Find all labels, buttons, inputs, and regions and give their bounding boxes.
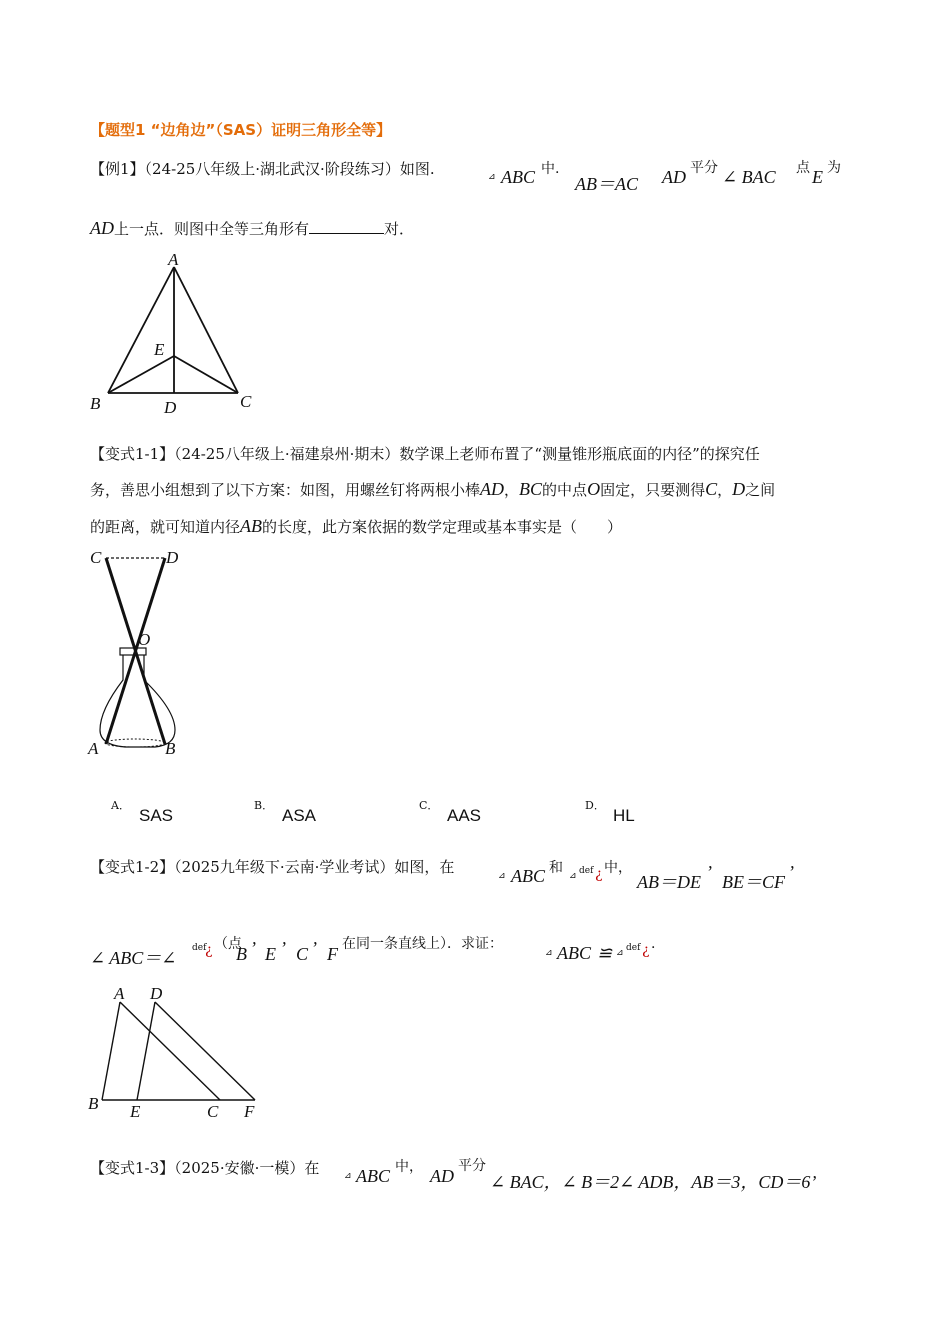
v12-abc2: ABC [557, 943, 591, 963]
v13-zhong: 中， [395, 1159, 423, 1175]
v12-he: 和 [549, 860, 563, 876]
flask-body [100, 655, 175, 747]
section-heading: 【题型1 “边角边”（SAS）证明三角形全等】 [90, 121, 392, 139]
ex1-line2-text: 上一点．则图中全等三角形有 [114, 220, 310, 238]
label-b: B [90, 394, 101, 413]
v11-d: D [732, 479, 746, 499]
label-a: A [88, 739, 99, 758]
v12-garble3: ¿ [642, 942, 650, 958]
v12-apos2: ’ [788, 862, 794, 882]
v12-ab-de: AB＝DE [637, 872, 701, 892]
v12-def2: def [192, 943, 207, 953]
ex1-pingfen: 平分 [690, 160, 718, 176]
ex1-abc: ABC [501, 167, 535, 187]
v12-cong: ≌ [597, 943, 613, 963]
v12-b: B [236, 944, 247, 964]
variant13-source: （2025·安徽·一模）在 [174, 1159, 320, 1177]
v11-o: O [587, 479, 601, 499]
side-de [137, 1002, 155, 1100]
example1-line2 [90, 218, 414, 239]
example1-label-source [90, 158, 435, 179]
option-c-text[interactable]: AAS [447, 806, 482, 825]
v11-comma2: ， [717, 481, 733, 499]
variant11-line2 [90, 479, 775, 500]
v12-e: E [265, 944, 276, 964]
v11-line2-b: 的中点 [542, 481, 588, 499]
v13-rest: ∠ BAC，∠ B＝2∠ ADB，AB＝3，CD＝6’ [490, 1172, 817, 1192]
ex1-e: E [812, 167, 823, 187]
v12-be-cf: BE＝CF [722, 872, 785, 892]
v12-c: C [296, 944, 309, 964]
v12-angle: ∠ ABC＝∠ [90, 948, 177, 968]
option-a-text[interactable]: SAS [139, 806, 174, 825]
variant12-source: （2025九年级下·云南·学业考试）如图，在 [174, 858, 455, 876]
figure-two-triangles [80, 980, 270, 1125]
option-b-text[interactable]: ASA [282, 806, 317, 825]
variant13-label: 【变式1-3】 [90, 1159, 175, 1177]
ex1-ad: AD [662, 167, 686, 187]
variant12-line1 [90, 856, 454, 877]
option-d-letter[interactable]: D． [585, 799, 605, 812]
v11-line2-c: 固定，只要测得 [600, 481, 706, 499]
variant11-line1-text: （24-25八年级上·福建泉州·期末）数学课上老师布置了“测量锥形瓶底面的内径”的探究任 [174, 445, 760, 463]
v13-abc: ABC [356, 1166, 390, 1186]
side-ab [102, 1002, 120, 1100]
ex1-wei: 为 [827, 160, 841, 176]
v12-abc: ABC [511, 866, 545, 886]
v12-garble2: ¿ [205, 942, 213, 958]
v11-line2-d: 之间 [745, 481, 776, 499]
v12-apos3: ’ [250, 938, 256, 958]
triangle-symbol: ⊿ [498, 871, 506, 881]
label-e: E [130, 1102, 141, 1121]
label-b: B [165, 739, 176, 758]
ex1-angle-bac: ∠ BAC [722, 167, 776, 187]
v11-c: C [705, 479, 718, 499]
label-a: A [168, 250, 179, 269]
label-d: D [166, 548, 179, 567]
v12-paren-dian: （点 [214, 936, 242, 952]
label-o: O [138, 630, 151, 649]
label-f: F [244, 1102, 255, 1121]
variant11-line1 [90, 443, 760, 464]
v12-def: def [579, 866, 594, 876]
v12-garble: ¿ [595, 866, 603, 882]
v11-line3-a: 的距离，就可知道内径 [90, 518, 241, 536]
label-d: D [164, 398, 177, 417]
v12-zhong: 中， [604, 860, 632, 876]
example1-label: 【例1】 [90, 160, 145, 178]
option-b-letter[interactable]: B． [254, 799, 274, 812]
flask-base [105, 739, 165, 747]
figure-triangle-abc [80, 245, 270, 420]
ex1-line2-ad: AD [90, 218, 114, 238]
v12-dot: · [651, 940, 656, 956]
ex1-line2-end: 对． [384, 220, 415, 238]
v13-pingfen: 平分 [458, 1158, 486, 1174]
v12-def3: def [626, 943, 641, 953]
triangle-symbol: ⊿ [616, 948, 624, 958]
v13-ad: AD [430, 1166, 454, 1186]
triangle-symbol: ⊿ [569, 871, 577, 881]
variant11-label: 【变式1-1】 [90, 445, 175, 463]
label-c: C [90, 548, 102, 567]
variant12-label: 【变式1-2】 [90, 858, 175, 876]
triangle-symbol: ⊿ [344, 1171, 352, 1181]
example1-source: （24-25八年级上·湖北武汉·阶段练习）如图. [144, 160, 435, 178]
triangle-symbol: ⊿ [545, 948, 553, 958]
variant13-line1 [90, 1157, 319, 1178]
ex1-zhong: 中. [541, 161, 560, 177]
v12-f: F [327, 944, 338, 964]
v12-apos4: ’ [280, 938, 286, 958]
label-d: D [150, 984, 163, 1003]
label-c: C [207, 1102, 219, 1121]
ex1-dian: 点 [796, 160, 810, 176]
variant11-line3 [90, 516, 622, 537]
figure-flask [80, 540, 200, 765]
v12-apos5: ’ [311, 938, 317, 958]
label-a: A [114, 984, 125, 1003]
ex1-ab-eq-ac: AB＝AC [575, 174, 638, 194]
label-e: E [154, 340, 165, 359]
v11-comma: ， [504, 481, 520, 499]
option-c-letter[interactable]: C． [419, 799, 439, 812]
label-c: C [240, 392, 252, 411]
answer-blank [309, 219, 384, 234]
v11-ad: AD [480, 479, 505, 499]
v11-ab: AB [240, 516, 263, 536]
option-d-text[interactable]: HL [613, 806, 635, 825]
v12-same-line: 在同一条直线上）．求证： [342, 936, 503, 952]
v11-bc: BC [519, 479, 543, 499]
triangle-symbol: ⊿ [488, 172, 496, 182]
option-a-letter[interactable]: A． [111, 799, 130, 812]
v12-apos: ’ [706, 862, 712, 882]
label-b: B [88, 1094, 99, 1113]
v11-line2-a: 务，善思小组想到了以下方案：如图，用螺丝钉将两根小棒 [90, 481, 481, 499]
v11-line3-b: 的长度，此方案依据的数学定理或基本事实是（ ） [262, 518, 623, 536]
